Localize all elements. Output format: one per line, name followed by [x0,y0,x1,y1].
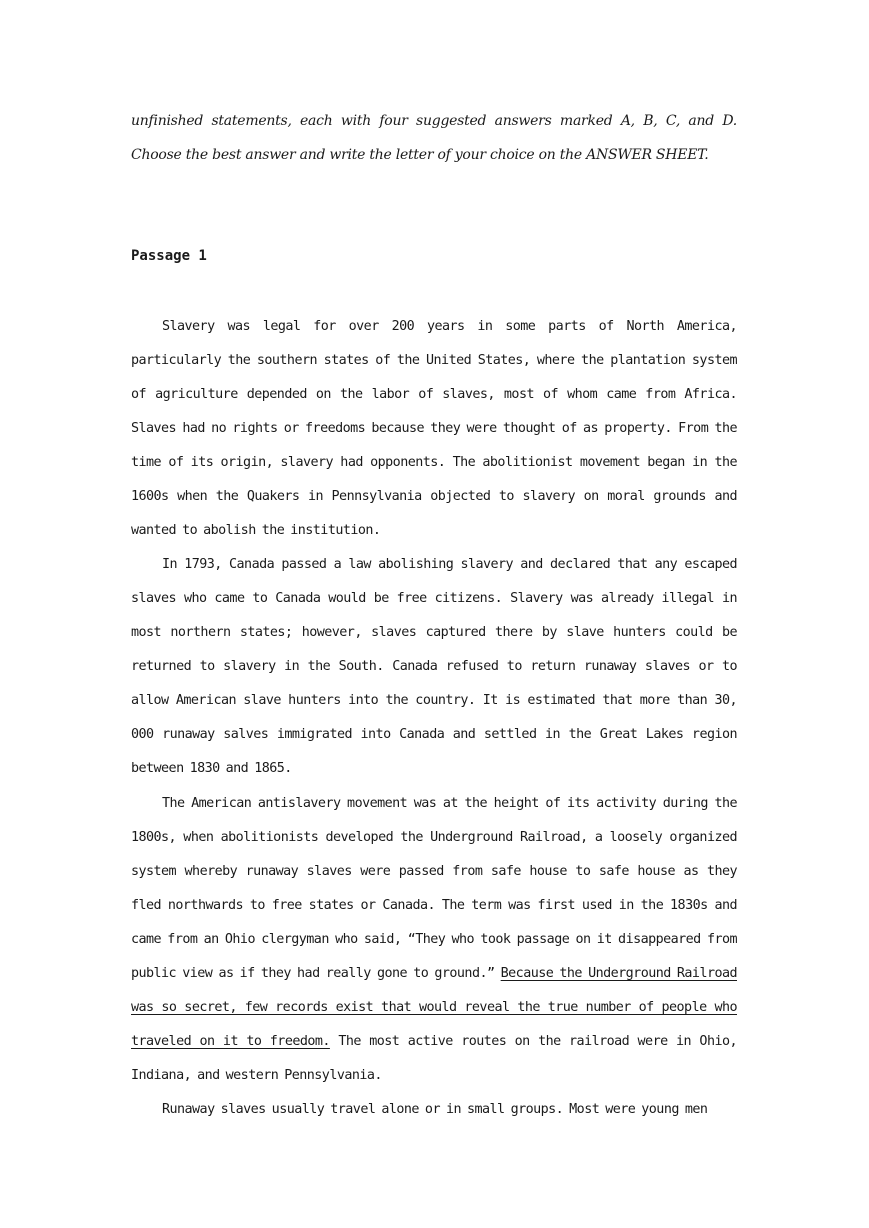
passage-title: Passage 1 [131,248,207,264]
underlined-sentence: Because the Underground Railroad was so secret, few records exist that would reveal the true number of people who traveled on it to freedom. [131,965,737,1049]
paragraph-4: Runaway slaves usually travel alone or in small groups. Most were young men [162,1101,708,1117]
paragraph-3-text-after: The most active routes on the railroad were in Ohio, Indiana, and western Pennsylvania. [131,1033,737,1083]
paragraph-1: Slavery was legal for over 200 years in some parts of North America, particularly the southern states of the United States, where the plantation system of agriculture depended on the labor of slaves, most of whom came from Africa. Slaves had no rights or freedoms because they were thought of as property. From the time of its origin, slavery had opponents. The abolitionist movement began in the 1600s when the Quakers in Pennsylvania objected to slavery on moral grounds and wanted to abolish the institution. [131,319,737,538]
paragraph-3 [131,787,737,1093]
document-page [131,104,737,1117]
passage-body [131,310,737,1127]
paragraph-2: In 1793, Canada passed a law abolishing slavery and declared that any escaped slaves who came to Canada would be free citizens. Slavery was already illegal in most northern states; however, slaves captured there by slave hunters could be returned to slavery in the South. Canada refused to return runaway slaves or to allow American slave hunters into the country. It is estimated that more than 30, 000 runaway salves immigrated into Canada and settled in the Great Lakes region between 1830 and 1865. [131,557,737,777]
instructions-text: unfinished statements, each with four suggested answers marked A, B, C, and D. Choose the best answer and write the letter of your choice on the ANSWER SHEET. [131,113,737,163]
paragraph-3-text-before: The American antislavery movement was at the height of its activity during the 1800s, when abolitionists developed the Underground Railroad, a loosely organized system whereby runaway slaves were passed from safe house to safe house as they fled northwards to free states or Canada. The term was first used in the 1830s and came from an Ohio clergyman who said, “They who took passage on it disappeared from public view as if they had really gone to ground.” [131,795,737,981]
